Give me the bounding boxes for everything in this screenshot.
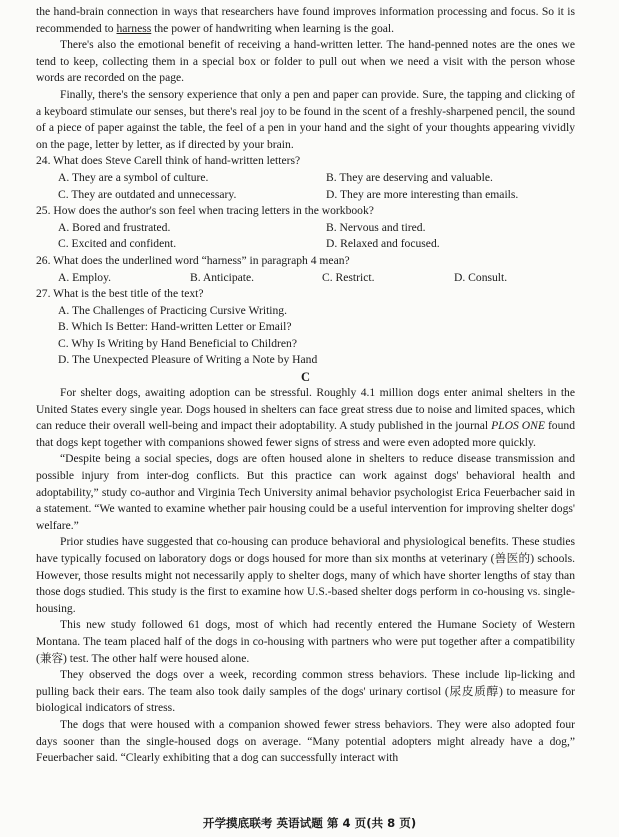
question-24 — [36, 153, 575, 203]
question-27 — [36, 286, 575, 369]
journal-name: PLOS ONE — [491, 419, 545, 433]
question-25 — [36, 203, 575, 253]
option-c: C. They are outdated and unnecessary. — [58, 187, 237, 201]
option-a: A. Employ. — [58, 270, 112, 284]
passage-c-paragraph-5: They observed the dogs over a week, recording common stress behaviors. These include lip-licking and pulling back their ears. The team also took daily samples of the dogs' urinary cortisol (尿皮质醇) to measure for biological indicators of stress. — [36, 668, 575, 715]
passage-c-paragraph-6: The dogs that were housed with a companion showed fewer stress behaviors. They were also adopted four days sooner than the single-housed dogs on average. “Many potential adopters might already have a dog,” Feuerbacher said. “Clearly exhibiting that a dog can successfully interact with — [36, 717, 575, 765]
section-c-heading: C — [300, 370, 311, 385]
option-c: C. Excited and confident. — [58, 237, 177, 251]
passage-c-paragraph-2: “Despite being a social species, dogs are often housed alone in shelters to reduce disease transmission and possible injury from inter-dog conflicts. But this practice can work against dogs' behavioral health and adoptability,” study co-author and Virginia Tech University animal behavior psychologist Erica Feuerbacher said in a statement. “We wanted to examine whether pair housing could be a useful intervention for improving shelter dogs' welfare.” — [36, 452, 575, 532]
page-footer: 开学摸底联考 英语试题 第 4 页(共 8 页) — [202, 816, 417, 830]
option-c: C. Why Is Writing by Hand Beneficial to Children? — [58, 336, 297, 350]
option-b: B. Nervous and tired. — [326, 220, 426, 234]
question-26 — [36, 253, 575, 286]
option-a: A. The Challenges of Practicing Cursive Writing. — [58, 303, 288, 317]
option-d: D. They are more interesting than emails. — [326, 187, 519, 201]
passage-c-paragraph-1: For shelter dogs, awaiting adoption can be stressful. Roughly 4.1 million dogs enter animal shelters in the United States every single year. Dogs housed in shelters can face great stress due to noise and limited spaces, which can reduce their overall well-being and impact their adoptability. A study published in the journal PLOS ONE found that dogs kept together with companions showed fewer signs of stress and were even adopted more quickly. — [36, 386, 575, 449]
passage-c-paragraph-3: Prior studies have suggested that co-housing can produce behavioral and physiological benefits. These studies have typically focused on laboratory dogs or dogs housed for more than six months at veterinary (兽医的) schools. However, those results might not necessarily apply to shelter dogs, many of which have shorter lengths of stay than those dogs studied. This study is the first to examine how U.S.-based shelter dogs perform in co-housing vs. single-housing. — [36, 535, 575, 615]
question-stem: 24. What does Steve Carell think of hand-written letters? — [36, 154, 301, 168]
option-c: C. Restrict. — [322, 270, 375, 284]
passage-b-paragraph-5: There's also the emotional benefit of receiving a hand-written letter. The hand-penned notes are the ones we tend to keep, collecting them in a special box or folder to pull out when we need a visit with the person whose words are recorded on the page. — [36, 38, 575, 85]
passage-b-paragraph-4: the hand-brain connection in ways that researchers have found improves information processing and focus. So it is recommended to harness the power of handwriting when learning is the goal. — [36, 5, 575, 35]
passage-b-paragraph-6: Finally, there's the sensory experience that only a pen and paper can provide. Sure, the tapping and clicking of a keyboard stimulate our senses, but there's real joy to be found in the scent of a freshly-sharpened pencil, the sound of a piece of paper against the table, the feel of a pen in your hand and the sight of your thoughts appearing vividly on the page, letter by letter, as if directed by your brain. — [36, 87, 575, 151]
option-a: A. Bored and frustrated. — [58, 220, 171, 234]
option-b: B. Anticipate. — [190, 270, 255, 284]
option-d: D. Consult. — [454, 270, 508, 284]
option-d: D. The Unexpected Pleasure of Writing a Note by Hand — [58, 353, 318, 367]
underlined-word-harness: harness — [116, 21, 152, 35]
option-b: B. They are deserving and valuable. — [326, 170, 493, 184]
question-stem: 26. What does the underlined word “harness” in paragraph 4 mean? — [36, 253, 350, 267]
question-stem: 27. What is the best title of the text? — [36, 287, 204, 301]
question-stem: 25. How does the author's son feel when tracing letters in the workbook? — [36, 204, 374, 218]
option-d: D. Relaxed and focused. — [326, 237, 440, 251]
passage-c-paragraph-4: This new study followed 61 dogs, most of which had recently entered the Humane Society of Western Montana. The team placed half of the dogs in co-housing with partners who were put together after a compatibility (兼容) test. The other half were housed alone. — [36, 618, 575, 665]
option-a: A. They are a symbol of culture. — [58, 170, 209, 184]
option-b: B. Which Is Better: Hand-written Letter or Email? — [58, 320, 292, 334]
